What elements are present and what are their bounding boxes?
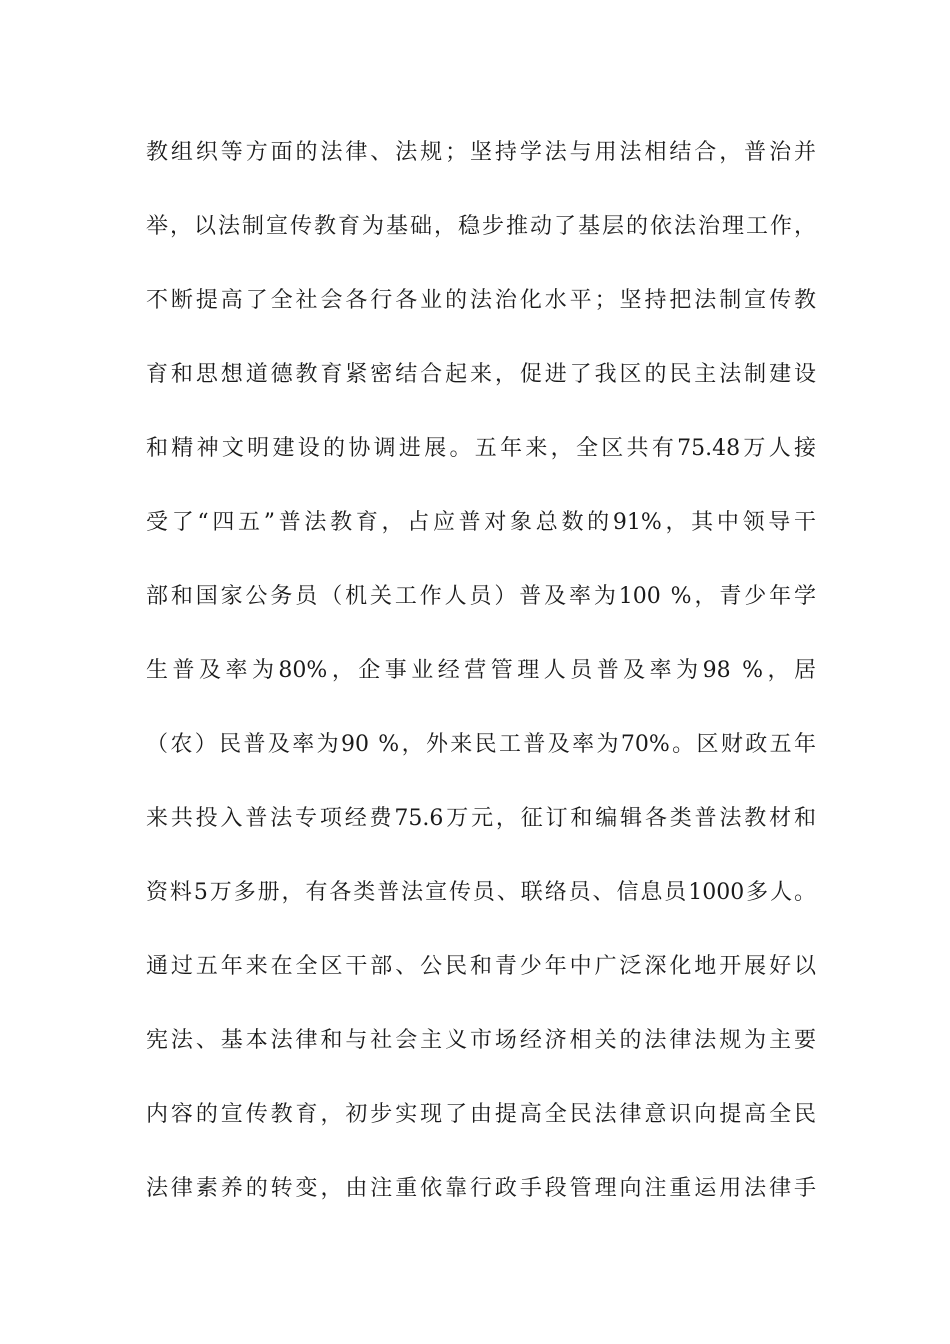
text-line: 通过五年来在全区干部、公民和青少年中广泛深化地开展好以 xyxy=(146,954,816,979)
text-line: 内容的宣传教育，初步实现了由提高全民法律意识向提高全民 xyxy=(146,1102,816,1127)
text-line: 受了“四五”普法教育，占应普对象总数的91%，其中领导干 xyxy=(146,510,816,535)
text-line: 育和思想道德教育紧密结合起来，促进了我区的民主法制建设 xyxy=(146,362,816,387)
text-line: 部和国家公务员（机关工作人员）普及率为100 %，青少年学 xyxy=(146,584,816,609)
text-line: 来共投入普法专项经费75.6万元，征订和编辑各类普法教材和 xyxy=(146,806,816,831)
text-line: 不断提高了全社会各行各业的法治化水平；坚持把法制宣传教 xyxy=(146,288,816,313)
text-line: 宪法、基本法律和与社会主义市场经济相关的法律法规为主要 xyxy=(146,1028,816,1053)
text-line: 生普及率为80%，企事业经营管理人员普及率为98 %，居 xyxy=(146,658,816,683)
text-line: 和精神文明建设的协调进展。五年来，全区共有75.48万人接 xyxy=(146,436,816,461)
text-line: 资料5万多册，有各类普法宣传员、联络员、信息员1000多人。 xyxy=(146,880,816,905)
text-line: （农）民普及率为90 %，外来民工普及率为70%。区财政五年 xyxy=(146,732,816,757)
text-line: 举，以法制宣传教育为基础，稳步推动了基层的依法治理工作， xyxy=(146,214,816,239)
text-line: 教组织等方面的法律、法规；坚持学法与用法相结合，普治并 xyxy=(146,140,816,165)
text-line: 法律素养的转变，由注重依靠行政手段管理向注重运用法律手 xyxy=(146,1176,816,1201)
body-paragraph xyxy=(146,133,816,1243)
